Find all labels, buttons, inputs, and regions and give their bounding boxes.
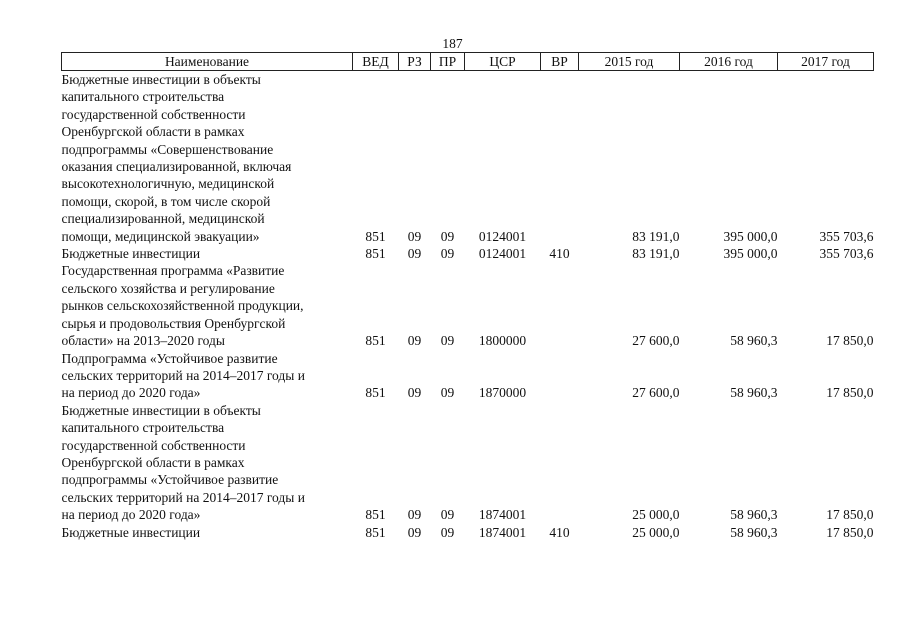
row-name-line: на период до 2020 года» xyxy=(61,385,201,401)
header-ved: ВЕД xyxy=(353,53,399,71)
row-name-line: капитального строительства xyxy=(61,89,225,105)
row-name-cell xyxy=(62,402,353,524)
csr-cell: 0124001 xyxy=(478,228,527,244)
budget-table xyxy=(61,52,874,541)
ved-cell: 851 xyxy=(365,228,386,244)
table-body xyxy=(62,71,874,541)
table-row xyxy=(62,402,874,524)
amount-2016-cell: 58 960,3 xyxy=(730,385,778,401)
header-2016: 2016 год xyxy=(680,53,778,71)
vr-cell xyxy=(541,350,579,402)
ved-cell: 851 xyxy=(365,246,386,262)
row-name-line: Бюджетные инвестиции в объекты xyxy=(61,402,261,418)
pr-cell: 09 xyxy=(440,524,455,540)
table-row xyxy=(62,71,874,246)
rz-cell: 09 xyxy=(407,385,422,401)
header-name: Наименование xyxy=(62,53,353,71)
ved-cell: 851 xyxy=(365,333,386,349)
amount-2017-cell: 355 703,6 xyxy=(819,228,874,244)
row-name-line: на период до 2020 года» xyxy=(61,507,201,523)
row-name-line: сельского хозяйства и регулирование xyxy=(61,280,275,296)
header-2015: 2015 год xyxy=(579,53,680,71)
rz-cell: 09 xyxy=(407,333,422,349)
row-name-line: сырья и продовольствия Оренбургской xyxy=(61,315,286,331)
header-pr: ПР xyxy=(431,53,465,71)
rz-cell: 09 xyxy=(407,507,422,523)
header-vr: ВР xyxy=(541,53,579,71)
row-name-line: Бюджетные инвестиции в объекты xyxy=(61,72,261,87)
ved-cell: 851 xyxy=(365,385,386,401)
row-name-line: Подпрограмма «Устойчивое развитие xyxy=(61,350,278,366)
amount-2016-cell: 58 960,3 xyxy=(730,333,778,349)
row-name-line: оказания специализированной, включая xyxy=(61,159,292,175)
pr-cell: 09 xyxy=(440,333,455,349)
table-row xyxy=(62,524,874,541)
row-name-line: подпрограммы «Совершенствование xyxy=(61,141,274,157)
row-name-line: сельских территорий на 2014–2017 годы и xyxy=(61,367,305,383)
table-row xyxy=(62,262,874,349)
amount-2015-cell: 27 600,0 xyxy=(632,385,680,401)
row-name-line: Бюджетные инвестиции xyxy=(61,246,201,262)
vr-cell: 410 xyxy=(549,524,570,540)
row-name-cell xyxy=(62,524,353,541)
row-name-line: государственной собственности xyxy=(61,106,246,122)
row-name-line: Государственная программа «Развитие xyxy=(61,263,285,279)
table-header-row xyxy=(62,53,874,71)
row-name-line: капитального строительства xyxy=(61,420,225,436)
table-row xyxy=(62,350,874,402)
header-csr: ЦСР xyxy=(465,53,541,71)
row-name-line: рынков сельскохозяйственной продукции, xyxy=(61,298,304,314)
row-name-line: подпрограммы «Устойчивое развитие xyxy=(61,472,279,488)
row-name-line: Бюджетные инвестиции xyxy=(61,524,201,540)
row-name-cell xyxy=(62,350,353,402)
pr-cell: 09 xyxy=(440,246,455,262)
row-name-line: Оренбургской области в рамках xyxy=(61,124,245,140)
vr-cell: 410 xyxy=(549,246,570,262)
row-name-line: помощи, скорой, в том числе скорой xyxy=(61,193,271,209)
amount-2015-cell: 83 191,0 xyxy=(632,246,680,262)
vr-cell xyxy=(541,402,579,524)
row-name-line: высокотехнологичную, медицинской xyxy=(61,176,275,192)
rz-cell: 09 xyxy=(407,228,422,244)
amount-2016-cell: 395 000,0 xyxy=(723,246,778,262)
amount-2016-cell: 395 000,0 xyxy=(723,228,778,244)
csr-cell: 1874001 xyxy=(478,524,527,540)
table-row xyxy=(62,245,874,262)
amount-2017-cell: 17 850,0 xyxy=(826,385,874,401)
pr-cell: 09 xyxy=(440,228,455,244)
amount-2017-cell: 355 703,6 xyxy=(819,246,874,262)
ved-cell: 851 xyxy=(365,524,386,540)
ved-cell: 851 xyxy=(365,507,386,523)
amount-2017-cell: 17 850,0 xyxy=(826,507,874,523)
amount-2015-cell: 83 191,0 xyxy=(632,228,680,244)
csr-cell: 1800000 xyxy=(478,333,527,349)
amount-2015-cell: 25 000,0 xyxy=(632,524,680,540)
csr-cell: 1870000 xyxy=(478,385,527,401)
vr-cell xyxy=(541,71,579,246)
csr-cell: 1874001 xyxy=(478,507,527,523)
row-name-line: сельских территорий на 2014–2017 годы и xyxy=(61,489,305,505)
row-name-cell xyxy=(62,245,353,262)
header-2017: 2017 год xyxy=(778,53,874,71)
rz-cell: 09 xyxy=(407,524,422,540)
pr-cell: 09 xyxy=(440,385,455,401)
row-name-line: области» на 2013–2020 годы xyxy=(61,333,225,349)
row-name-cell xyxy=(62,262,353,349)
amount-2015-cell: 25 000,0 xyxy=(632,507,680,523)
vr-cell xyxy=(541,262,579,349)
row-name-line: специализированной, медицинской xyxy=(61,211,265,227)
page-number: 187 xyxy=(442,36,463,51)
row-name-line: государственной собственности xyxy=(61,437,246,453)
csr-cell: 0124001 xyxy=(478,246,527,262)
amount-2016-cell: 58 960,3 xyxy=(730,507,778,523)
amount-2015-cell: 27 600,0 xyxy=(632,333,680,349)
pr-cell: 09 xyxy=(440,507,455,523)
amount-2017-cell: 17 850,0 xyxy=(826,524,874,540)
amount-2017-cell: 17 850,0 xyxy=(826,333,874,349)
amount-2016-cell: 58 960,3 xyxy=(730,524,778,540)
row-name-line: Оренбургской области в рамках xyxy=(61,454,245,470)
row-name-cell xyxy=(62,71,353,246)
rz-cell: 09 xyxy=(407,246,422,262)
row-name-line: помощи, медицинской эвакуации» xyxy=(61,228,260,244)
header-rz: РЗ xyxy=(399,53,431,71)
